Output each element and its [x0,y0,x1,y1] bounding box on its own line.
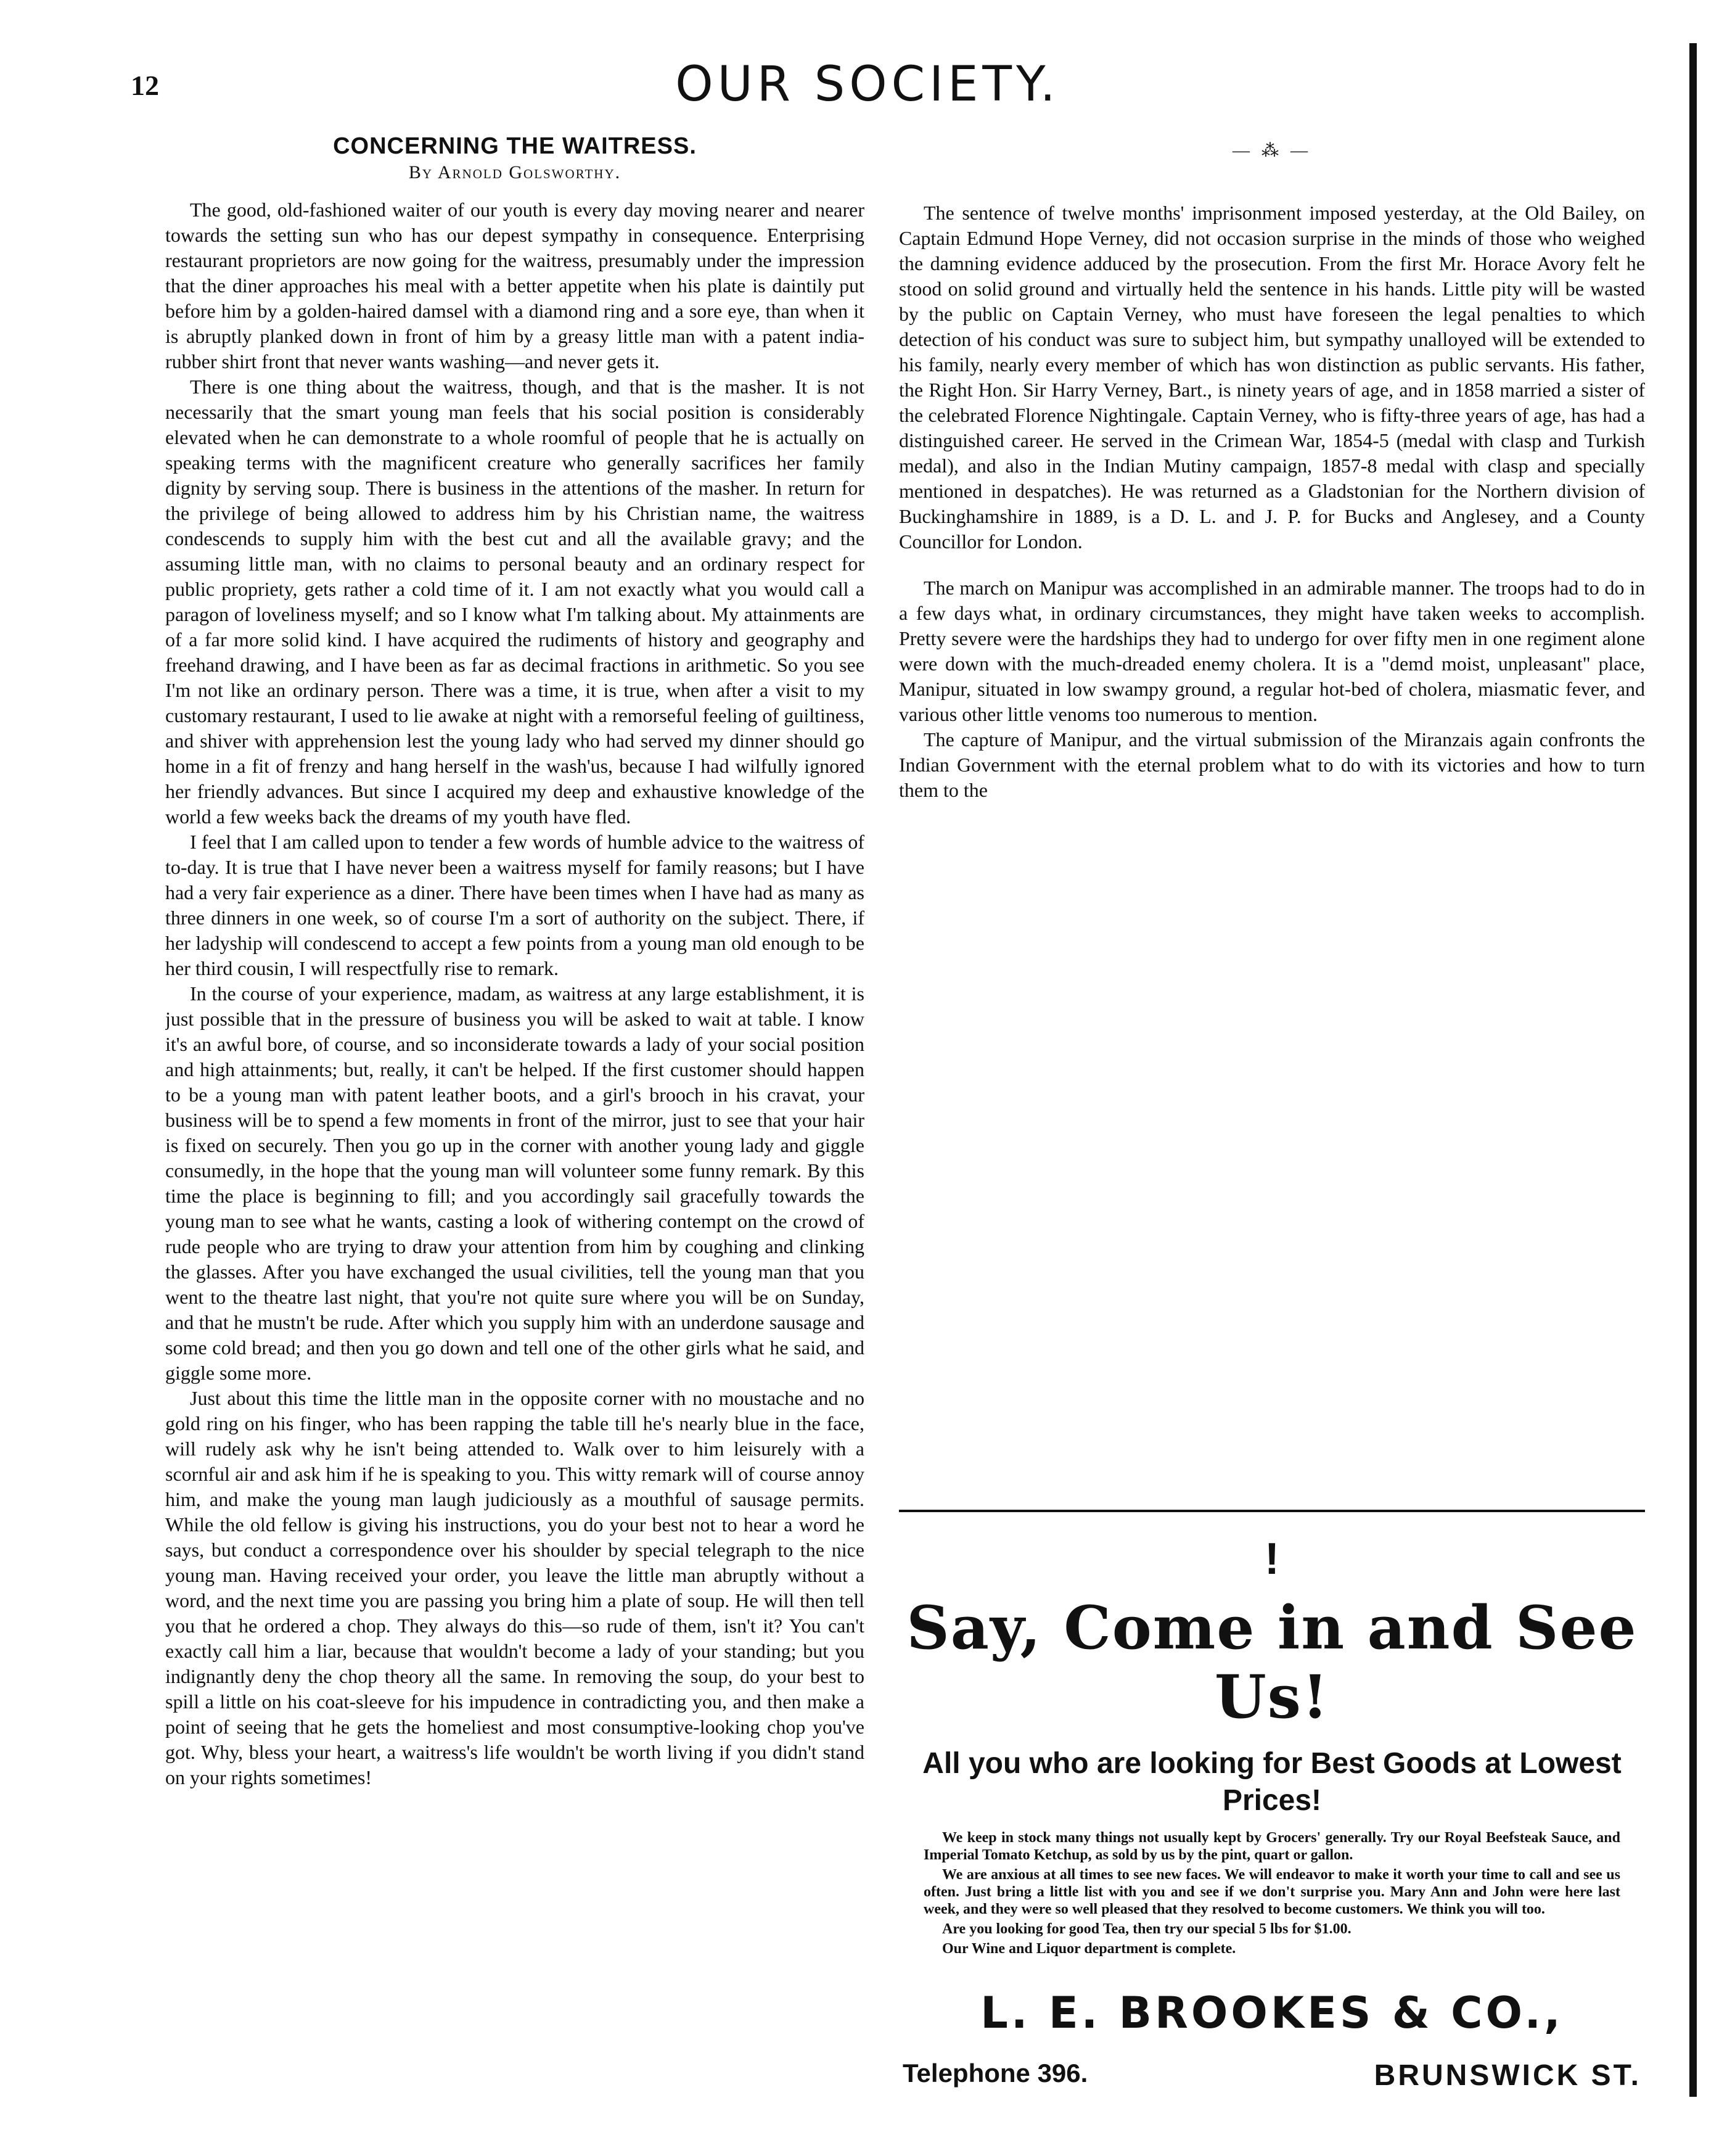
ad-body-paragraph: Our Wine and Liquor department is complete. [942,1941,1236,1957]
news-paragraph: The capture of Manipur, and the virtual submission of the Miranzais again confronts the Indian Government with the eternal problem what to do with its victories and how to turn them to the [899,728,1645,801]
left-column [165,123,864,2097]
ad-body-paragraph: Are you looking for good Tea, then try our special 5 lbs for $1.00. [942,1921,1351,1937]
ad-exclamation-mark: ! [1265,1534,1279,1584]
news-paragraph: The sentence of twelve months' imprisonment imposed yesterday, at the Old Bailey, on Captain Edmund Hope Verney, did not occasion surprise in the minds of those who weighed the damning evidence adduced by the prosecution. From the first Mr. Horace Avory felt he stood on solid ground and virtually held the sentence in his hands. Little pity will be wasted by the public on Captain Verney, who must have foreseen the legal penalties to which detection of his conduct was sure to subject him, but sympathy unalloyed will be extended to his family, nearly every member of which has won distinction as public servants. His father, the Right Hon. Sir Harry Verney, Bart., is ninety years of age, and in 1858 married a sister of the celebrated Florence Nightingale. Captain Verney, who is fifty-three years of age, has had a distinguished career. He served in the Crimean War, 1854-5 (medal with clasp and Turkish medal), and also in the Indian Mutiny campaign, 1857-8 medal with clasp and specially mentioned in despatches). He was returned as a Gladstonian for the Northern division of Buckinghamshire in 1889, is a D. L. and J. P. for Bucks and Anglesey, and a County Councillor for London. [899,202,1645,553]
article-paragraph: In the course of your experience, madam, as waitress at any large establishment, it is just possible that in the pressure of business you will be asked to wait at table. I know it's an awful bore, of course, and so inconsiderate towards a lady of your social position and high attainments; but, really, it can't be helped. If the first customer should happen to be a young man with patent leather boots, and a girl's brooch in his cravat, your business will be to spend a few moments in front of the mirror, just to see that your hair is fixed on securely. Then you go up in the corner with another young lady and giggle consumedly, in the hope that the young man will volunteer some funny remark. By this time the place is beginning to fill; and you accordingly sail gracefully towards the young man to see what he wants, casting a look of withering contempt on the crowd of rude people who are trying to draw your attention from him by coughing and clinking the glasses. After you have exchanged the usual civilities, tell the young man that you went to the theatre last night, that you're not quite sure where you will be on Sunday, and that he mustn't be rude. After which you supply him with an underdone sausage and some cold bread; and then you go down and tell one of the other girls what he said, and giggle some more. [165,982,864,1384]
ad-telephone: Telephone 396. [903,2059,1088,2088]
article-paragraph: I feel that I am called upon to tender a few words of humble advice to the waitress of to-day. It is true that I have never been a waitress myself for family reasons; but I have had a very fair experience as a diner. There have been times when I have had as many as three dinners in one week, so of course I'm a sort of authority on the subject. There, if her ladyship will condescend to accept a few points from a young man old enough to be her third cousin, I will respectfully rise to remark. [165,831,864,979]
article-byline: By Arnold Golsworthy. [408,162,621,183]
ad-firm-name: L. E. BROOKES & CO., [980,1988,1564,2038]
ad-street: BRUNSWICK ST. [1374,2059,1641,2092]
article-title: CONCERNING THE WAITRESS. [333,133,697,159]
ad-headline: Say, Come in and See Us! [906,1593,1638,1732]
page-edge-rule [1689,43,1697,2097]
ad-footer [899,2059,1645,2092]
article-paragraph: There is one thing about the waitress, though, and that is the masher. It is not necessarily that the smart young man feels that his social position is considerably elevated when he can demonstrate to a whole roomful of people that he is actually on speaking terms with the magnificent creature who generally sacrifices her family dignity by serving soup. There is business in the attentions of the masher. In return for the privilege of being allowed to address him by his Christian name, the waitress condescends to supply him with the best cut and all the available gravy; and the assuming little man, with no claims to personal beauty and an ordinary respect for public propriety, gets rather a cold time of it. I am not exactly what you would call a paragon of loveliness myself; and so I know what I'm talking about. My attainments are of a far more solid kind. I have acquired the rudiments of history and geography and freehand drawing, and I have been as far as decimal fractions in arithmetic. So you see I'm not like an ordinary person. There was a time, it is true, when after a visit to my customary restaurant, I used to lie awake at night with a remorseful feeling of guiltiness, and shiver with apprehension lest the young lady who had served my dinner should go home in a fit of frenzy and hang herself in the wash'us, because I had wilfully ignored her friendly advances. But since I acquired my deep and exhaustive knowledge of the world a few weeks back the dreams of my youth have fled. [165,376,864,828]
article-paragraph: The good, old-fashioned waiter of our youth is every day moving nearer and nearer towards the setting sun who has our depest sympathy in consequence. Enterprising restaurant proprietors are now going for the waitress, presumably under the impression that the diner approaches his meal with a better appetite when his plate is daintily put before him by a golden-haired damsel with a diamond ring and a sore eye, than when it is abruptly planked down in front of him by a greasy little man with a patent india-rubber shirt front that never wants washing—and never gets it. [165,199,864,372]
article-paragraph: Just about this time the little man in the opposite corner with no moustache and no gold ring on his finger, who has been rapping the table till he's nearly blue in the face, will rudely ask why he isn't being attended to. Walk over to him leisurely with a scornful air and ask him if he is speaking to you. This witty remark will of course annoy him, and make the young man laugh judiciously as a mouthful of sausage permits. While the old fellow is giving his instructions, you do your best not to hear a word he says, but conduct a correspondence over his shoulder by special telegraph to the nice young man. Having received your order, you leave the little man abruptly without a word, and the next time you are passing you bring him a plate of soup. He will then tell you that he ordered a chop. They always do this—so rude of them, isn't it? You can't exactly call him a liar, because that wouldn't become a lady of your standing; but you indignantly deny the chop theory all the same. In removing the soup, do your best to spill a little on his coat-sleeve for his impudence in contradicting you, and then make a point of seeing that he gets the homeliest and most consumptive-looking chop you've got. Why, bless your heart, a waitress's life wouldn't be worth living if you didn't stand on your rights sometimes! [165,1387,864,1788]
ad-body [899,1829,1645,1957]
page-number: 12 [131,70,159,101]
advertisement [899,1510,1645,2092]
ad-subhead: All you who are looking for Best Goods at Lowest Prices! [922,1747,1622,1817]
ad-body-paragraph: We keep in stock many things not usually kept by Grocers' generally. Try our Royal Beefsteak Sauce, and Imperial Tomato Ketchup, as sold by us by the pint, quart or gallon. [924,1830,1620,1863]
masthead-title: OUR SOCIETY. [675,57,1060,112]
section-ornament: — ⁂ — [1233,141,1311,160]
ad-body-paragraph: We are anxious at all times to see new faces. We will endeavor to make it worth your time to call and see us often. Just bring a little list with you and see if we don't surprise you. Mary Ann and John were here last week, and they were so well pleased that they resolved to become customers. We think you will too. [924,1867,1620,1917]
news-paragraph: The march on Manipur was accomplished in an admirable manner. The troops had to do in a few days what, in ordinary circumstances, they might have taken weeks to accomplish. Pretty severe were the hardships they had to undergo for over fifty men in one regiment alone were down with the much-dreaded enemy cholera. It is a "demd moist, unpleasant" place, Manipur, situated in low swampy ground, a regular hot-bed of cholera, miasmatic fever, and various other little venoms too numerous to mention. [899,577,1645,725]
